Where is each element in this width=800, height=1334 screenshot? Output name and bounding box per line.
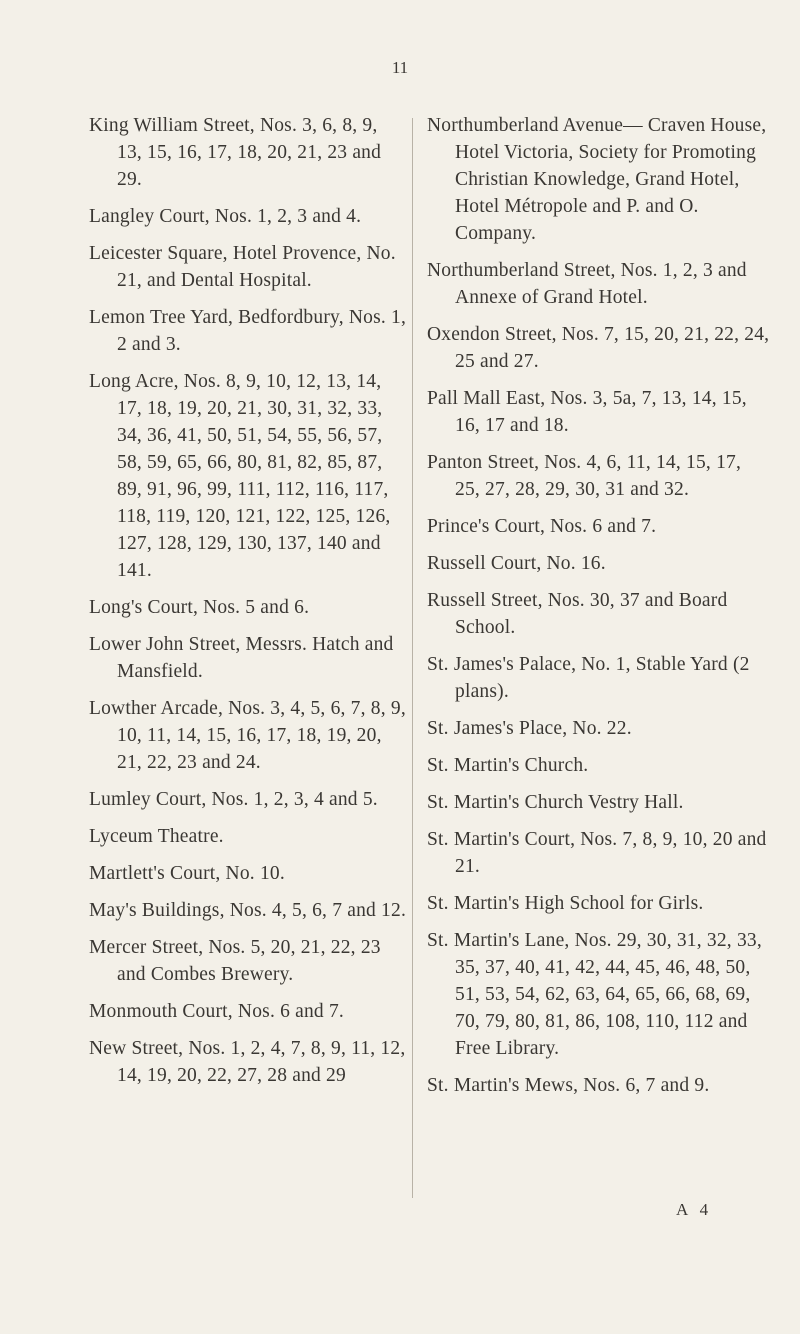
list-item: Lemon Tree Yard, Bedfordbury, Nos. 1, 2 and 3. <box>89 307 407 355</box>
list-item: St. James's Place, No. 22. <box>427 718 632 739</box>
list-item: Prince's Court, Nos. 6 and 7. <box>427 516 657 537</box>
list-item: Lyceum Theatre. <box>89 826 224 847</box>
list-item: Lowther Arcade, Nos. 3, 4, 5, 6, 7, 8, 9, 10, 11, 14, 15, 16, 17, 18, 19, 20, 21, 22, 23 and 24. <box>89 698 406 773</box>
list-item: Langley Court, Nos. 1, 2, 3 and 4. <box>89 206 362 227</box>
list-item: Russell Street, Nos. 30, 37 and Board School. <box>427 590 728 638</box>
list-item: New Street, Nos. 1, 2, 4, 7, 8, 9, 11, 12, 14, 19, 20, 22, 27, 28 and 29 <box>89 1038 406 1086</box>
list-item: King William Street, Nos. 3, 6, 8, 9, 13, 15, 16, 17, 18, 20, 21, 23 and 29. <box>89 115 382 190</box>
list-item: Mercer Street, Nos. 5, 20, 21, 22, 23 and Combes Brewery. <box>89 937 381 985</box>
list-item: Northumberland Street, Nos. 1, 2, 3 and Annexe of Grand Hotel. <box>427 260 747 308</box>
right-column <box>427 112 770 1109</box>
list-item: Monmouth Court, Nos. 6 and 7. <box>89 1001 344 1022</box>
list-item: St. James's Palace, No. 1, Stable Yard (2 plans). <box>427 654 750 702</box>
left-column <box>89 112 407 1099</box>
signature-mark: A 4 <box>676 1200 713 1219</box>
list-item: Long's Court, Nos. 5 and 6. <box>89 597 310 618</box>
list-item: St. Martin's Church Vestry Hall. <box>427 792 684 813</box>
list-item: St. Martin's Mews, Nos. 6, 7 and 9. <box>427 1075 710 1096</box>
page-number: 11 <box>391 58 409 77</box>
list-item: St. Martin's High School for Girls. <box>427 893 704 914</box>
list-item: St. Martin's Court, Nos. 7, 8, 9, 10, 20 and 21. <box>427 829 767 877</box>
list-item: St. Martin's Lane, Nos. 29, 30, 31, 32, 33, 35, 37, 40, 41, 42, 44, 45, 46, 48, 50, 51, 53, 54, 62, 63, 64, 65, 66, 68, 69, 70, 79, 80, 81, 86, 108, 110, 112 and Free Library. <box>427 930 762 1059</box>
list-item: St. Martin's Church. <box>427 755 589 776</box>
column-divider <box>412 118 413 1198</box>
list-item: Long Acre, Nos. 8, 9, 10, 12, 13, 14, 17, 18, 19, 20, 21, 30, 31, 32, 33, 34, 36, 41, 50, 51, 54, 55, 56, 57, 58, 59, 65, 66, 80, 81, 82, 85, 87, 89, 91, 96, 99, 111, 112, 116, 117, 118, 119, 120, 121, 122, 125, 126, 127, 128, 129, 130, 137, 140 and 141. <box>89 371 391 581</box>
list-item: Northumberland Avenue— Craven House, Hotel Victoria, Society for Promoting Christian Knowledge, Grand Hotel, Hotel Métropole and P. and O. Company. <box>427 115 767 244</box>
list-item: Martlett's Court, No. 10. <box>89 863 285 884</box>
list-item: Russell Court, No. 16. <box>427 553 606 574</box>
list-item: May's Buildings, Nos. 4, 5, 6, 7 and 12. <box>89 900 407 921</box>
list-item: Lumley Court, Nos. 1, 2, 3, 4 and 5. <box>89 789 378 810</box>
list-item: Lower John Street, Messrs. Hatch and Mansfield. <box>89 634 394 682</box>
list-item: Pall Mall East, Nos. 3, 5a, 7, 13, 14, 15, 16, 17 and 18. <box>427 388 747 436</box>
list-item: Oxendon Street, Nos. 7, 15, 20, 21, 22, 24, 25 and 27. <box>427 324 770 372</box>
list-item: Leicester Square, Hotel Provence, No. 21, and Dental Hospital. <box>89 243 396 291</box>
list-item: Panton Street, Nos. 4, 6, 11, 14, 15, 17, 25, 27, 28, 29, 30, 31 and 32. <box>427 452 742 500</box>
